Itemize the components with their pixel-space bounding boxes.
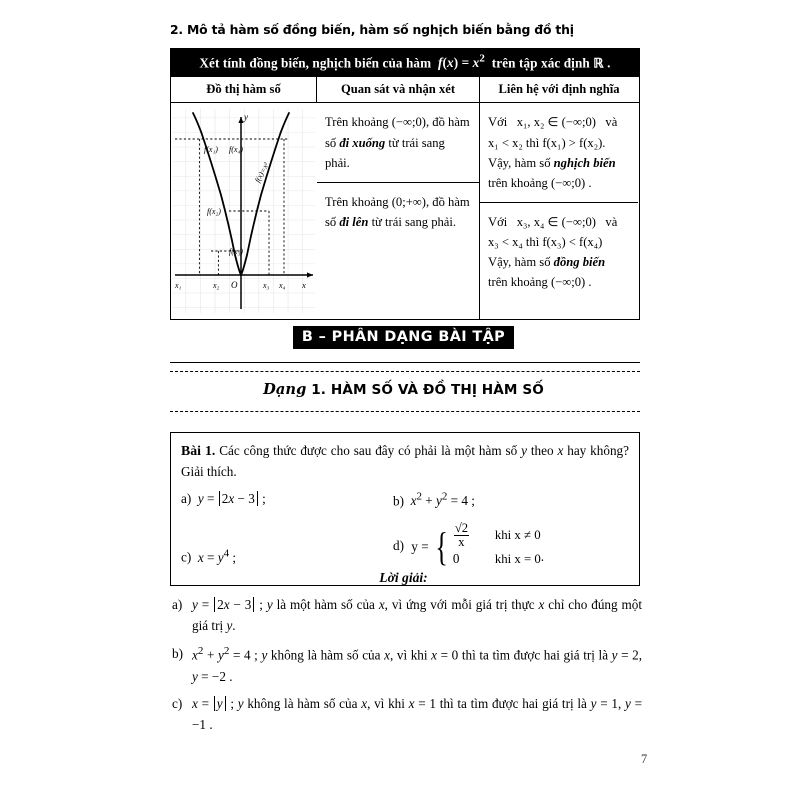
obs1-post: từ trái sang phải. bbox=[325, 135, 445, 170]
piecewise-lhs: y = bbox=[411, 539, 429, 555]
rel2-end: và bbox=[605, 214, 618, 229]
table-header-graph: Đồ thị hàm số bbox=[171, 77, 317, 102]
relation-row-1 bbox=[480, 103, 638, 202]
rel1-emphasis: nghịch biến bbox=[553, 155, 616, 170]
exercise-stem-text: Các công thức được cho sau đây có phải là một hàm số y theo x hay không? Giải thích. bbox=[181, 443, 629, 479]
rel2-final-interval: (−∞;0) . bbox=[550, 275, 592, 290]
table-body-row bbox=[171, 102, 639, 319]
relation-row-2 bbox=[480, 202, 638, 302]
rel1-vars: x₁, x₂ ∈ bbox=[516, 115, 559, 130]
exercise-item-b-key: b) bbox=[393, 493, 404, 509]
svg-text:x₃: x₃ bbox=[263, 281, 270, 291]
exercise-row-1 bbox=[181, 489, 629, 513]
rel2-line3 bbox=[488, 252, 631, 272]
obs1-emphasis: đi xuống bbox=[339, 135, 386, 150]
part-b-banner bbox=[0, 326, 807, 349]
piecewise-period: . bbox=[540, 549, 545, 565]
table-header-observation: Quan sát và nhận xét bbox=[317, 77, 480, 102]
solution-item-b bbox=[172, 643, 642, 687]
piecewise-value-2: 0 bbox=[452, 551, 460, 567]
observation-column bbox=[317, 103, 480, 319]
solution-list bbox=[172, 594, 642, 742]
svg-text:f(x₄): f(x₄) bbox=[229, 145, 243, 155]
observation-row-1 bbox=[317, 103, 479, 181]
divider-dashed-top bbox=[170, 371, 640, 372]
part-b-title: B – PHÂN DẠNG BÀI TẬP bbox=[293, 326, 514, 349]
curly-brace-icon: { bbox=[434, 524, 448, 570]
exercise-item-c bbox=[181, 523, 393, 567]
rel2-pre: Với bbox=[488, 214, 508, 229]
fraction-numerator: √2 bbox=[454, 520, 469, 535]
table-title-domain: ℝ . bbox=[593, 55, 611, 71]
exercise-item-c-key: c) bbox=[181, 549, 192, 565]
piecewise-line-2 bbox=[453, 547, 541, 571]
obs2-interval: (0;+∞), bbox=[391, 194, 430, 209]
rel1-vay: Vậy, hàm số bbox=[488, 155, 551, 170]
table-title-bar bbox=[171, 49, 639, 76]
exercise-item-a-key: a) bbox=[181, 491, 192, 507]
rel2-emphasis: đồng biến bbox=[553, 255, 606, 270]
exercise-item-d bbox=[393, 520, 621, 571]
exercise-label: Bài 1. bbox=[181, 443, 216, 458]
rel1-line2: x₁ < x₂ thì f(x₁) > f(x₂). bbox=[488, 135, 606, 150]
rel1-line1 bbox=[488, 112, 631, 132]
exercise-item-a-expr: y = 2x − 3 ; bbox=[197, 491, 266, 507]
rel2-on: trên khoảng bbox=[488, 275, 548, 290]
table-title-formula: $f(x) = x^2$ bbox=[438, 53, 485, 71]
obs1-pre: Trên khoảng bbox=[325, 115, 389, 130]
rel1-final-interval: (−∞;0) . bbox=[550, 175, 592, 190]
svg-text:f(x₂): f(x₂) bbox=[207, 207, 221, 217]
piecewise-line-1 bbox=[453, 520, 541, 549]
solution-item-a-key: a) bbox=[172, 597, 183, 612]
obs2-pre: Trên khoảng bbox=[325, 194, 389, 209]
parabola-graph bbox=[171, 103, 317, 319]
solution-item-a bbox=[172, 594, 642, 637]
table-header-row bbox=[171, 76, 639, 102]
exercise-item-a bbox=[181, 489, 393, 511]
solution-item-c-text: x = y ; y không là hàm số của x, vì khi x = 1 thì ta tìm được hai giá trị là y = 1, y = −1 . bbox=[192, 695, 643, 733]
piecewise-value-1 bbox=[453, 522, 495, 549]
solution-item-a-text: y = 2x − 3 ; y là một hàm số của x, vì ứng với mỗi giá trị thực x chỉ cho đúng một giá trị y. bbox=[192, 597, 643, 634]
rel1-line3 bbox=[488, 153, 631, 173]
svg-text:x₄: x₄ bbox=[279, 281, 286, 291]
svg-text:y: y bbox=[244, 112, 248, 123]
rel2-line2: x₃ < x₄ thì f(x₃) < f(x₄) bbox=[488, 235, 603, 250]
solution-item-b-key: b) bbox=[172, 645, 183, 661]
divider-solid bbox=[170, 362, 640, 363]
fraction-sqrt2-over-x bbox=[453, 522, 470, 549]
table-header-relation: Liên hệ với định nghĩa bbox=[498, 82, 620, 97]
exercise-item-b bbox=[393, 489, 621, 511]
rel1-end: và bbox=[605, 115, 618, 130]
svg-text:f(x)=x²: f(x)=x² bbox=[252, 161, 271, 185]
obs1-interval: (−∞;0), bbox=[391, 115, 430, 130]
rel2-interval: (−∞;0) bbox=[561, 214, 596, 229]
exercise-box bbox=[170, 432, 640, 586]
rel2-vay: Vậy, hàm số bbox=[488, 255, 551, 270]
exercise-item-c-expr: $x = y^4$ ; bbox=[197, 547, 237, 565]
piecewise-condition-1: khi x ≠ 0 bbox=[494, 527, 541, 542]
piecewise-expression bbox=[407, 520, 545, 571]
table-title-prefix: Xét tính đồng biến, nghịch biến của hàm bbox=[199, 55, 432, 71]
rel1-line4 bbox=[488, 173, 631, 193]
solution-heading: Lời giải: bbox=[379, 570, 428, 585]
svg-text:O: O bbox=[231, 280, 238, 291]
solution-item-b-text: $x^2 + y^2 = 4$ ; y không là hàm số của x, vì khi x = 0 thì ta tìm được hai giá trị là y = 2, y = −2 . bbox=[192, 644, 643, 684]
obs2-emphasis: đi lên bbox=[339, 214, 369, 229]
rel1-interval: (−∞;0) bbox=[561, 115, 596, 130]
exercise-row-2 bbox=[181, 520, 629, 573]
rel1-pre: Với bbox=[488, 115, 508, 130]
rel2-line1 bbox=[488, 212, 631, 232]
function-behavior-table bbox=[170, 48, 640, 320]
piecewise-condition-2: khi x = 0 bbox=[494, 551, 541, 566]
relation-column bbox=[480, 103, 638, 319]
solution-item-c-key: c) bbox=[172, 695, 183, 711]
dang-heading bbox=[0, 381, 807, 398]
rel2-vars: x₃, x₄ ∈ bbox=[516, 214, 559, 229]
divider-dashed-bottom bbox=[170, 411, 640, 412]
obs1-mid: đồ hàm số bbox=[325, 115, 470, 150]
obs2-post: từ trái sang phải. bbox=[371, 214, 457, 229]
svg-text:x₂: x₂ bbox=[213, 281, 220, 291]
parabola-svg bbox=[171, 103, 317, 319]
exercise-item-d-key: d) bbox=[393, 538, 404, 554]
piecewise-rows bbox=[452, 520, 541, 571]
observation-row-2 bbox=[317, 182, 479, 241]
svg-text:f(x₃): f(x₃) bbox=[229, 247, 243, 257]
fraction-denominator: x bbox=[454, 535, 468, 549]
svg-text:f(x₁): f(x₁) bbox=[204, 145, 218, 155]
svg-text:x: x bbox=[302, 280, 306, 291]
table-title-suffix: trên tập xác định bbox=[491, 55, 590, 71]
exercise-stem bbox=[181, 441, 629, 482]
page-number: 7 bbox=[641, 752, 648, 766]
solution-item-c bbox=[172, 693, 642, 736]
graph-cell bbox=[171, 103, 317, 319]
rel1-on: trên khoảng bbox=[488, 175, 548, 190]
exercise-item-b-expr: $x^2 + y^2 = 4$ ; bbox=[410, 491, 475, 509]
rel2-line4 bbox=[488, 272, 631, 292]
section-heading: 2. Mô tả hàm số đồng biến, hàm số nghịch biến bằng đồ thị bbox=[170, 22, 574, 37]
svg-text:x₁: x₁ bbox=[175, 281, 182, 291]
dang-label: 1. HÀM SỐ VÀ ĐỒ THỊ HÀM SỐ bbox=[311, 382, 544, 398]
dang-word: Dạng bbox=[263, 381, 307, 398]
obs2-mid: đồ hàm số bbox=[325, 194, 470, 229]
